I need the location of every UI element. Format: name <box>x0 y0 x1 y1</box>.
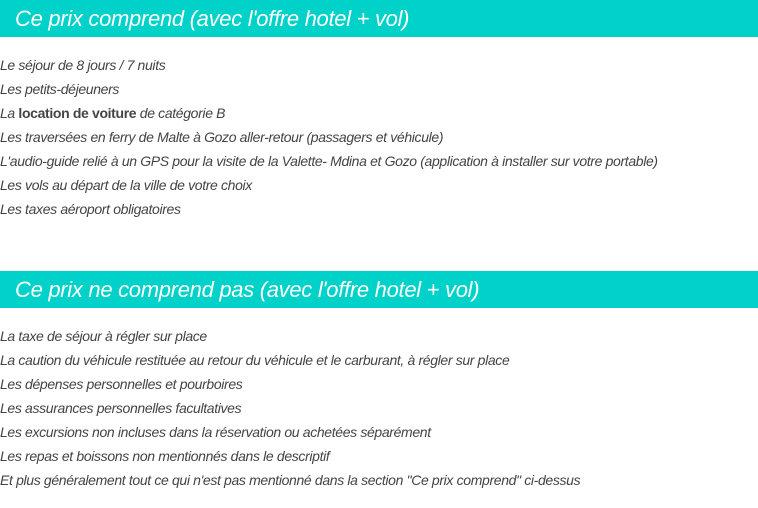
excluded-section <box>0 271 758 494</box>
included-header-bar <box>0 0 758 37</box>
list-item: Les repas et boissons non mentionnés dans le descriptif <box>0 448 330 464</box>
excluded-title: Ce prix ne comprend pas (avec l'offre hotel + vol) <box>15 277 480 302</box>
list-item: Les vols au départ de la ville de votre choix <box>0 177 252 193</box>
list-item: Les dépenses personnelles et pourboires <box>0 376 243 392</box>
list-item: La taxe de séjour à régler sur place <box>0 328 207 344</box>
included-section <box>0 0 758 223</box>
included-title: Ce prix comprend (avec l'offre hotel + vol) <box>15 6 410 31</box>
list-item: L'audio-guide relié à un GPS pour la visite de la Valette- Mdina et Gozo (application à installer sur votre portable) <box>0 153 658 169</box>
list-item <box>0 103 758 127</box>
excluded-list <box>0 326 758 494</box>
excluded-header-bar <box>0 271 758 308</box>
list-item: Le séjour de 8 jours / 7 nuits <box>0 57 166 73</box>
item-bold-text: location de voiture <box>18 105 137 121</box>
list-item: La caution du véhicule restituée au retour du véhicule et le carburant, à régler sur place <box>0 352 510 368</box>
list-item: Les assurances personnelles facultatives <box>0 400 242 416</box>
item-suffix: de catégorie B <box>136 105 226 121</box>
list-item: Les excursions non incluses dans la réservation ou achetées séparément <box>0 424 431 440</box>
list-item: Les petits-déjeuners <box>0 81 120 97</box>
list-item: Et plus généralement tout ce qui n'est pas mentionné dans la section "Ce prix comprend" ci-dessus <box>0 472 581 488</box>
included-list <box>0 55 758 223</box>
list-item: Les traversées en ferry de Malte à Gozo aller-retour (passagers et véhicule) <box>0 129 444 145</box>
item-prefix: La <box>0 105 19 121</box>
list-item: Les taxes aéroport obligatoires <box>0 201 181 217</box>
